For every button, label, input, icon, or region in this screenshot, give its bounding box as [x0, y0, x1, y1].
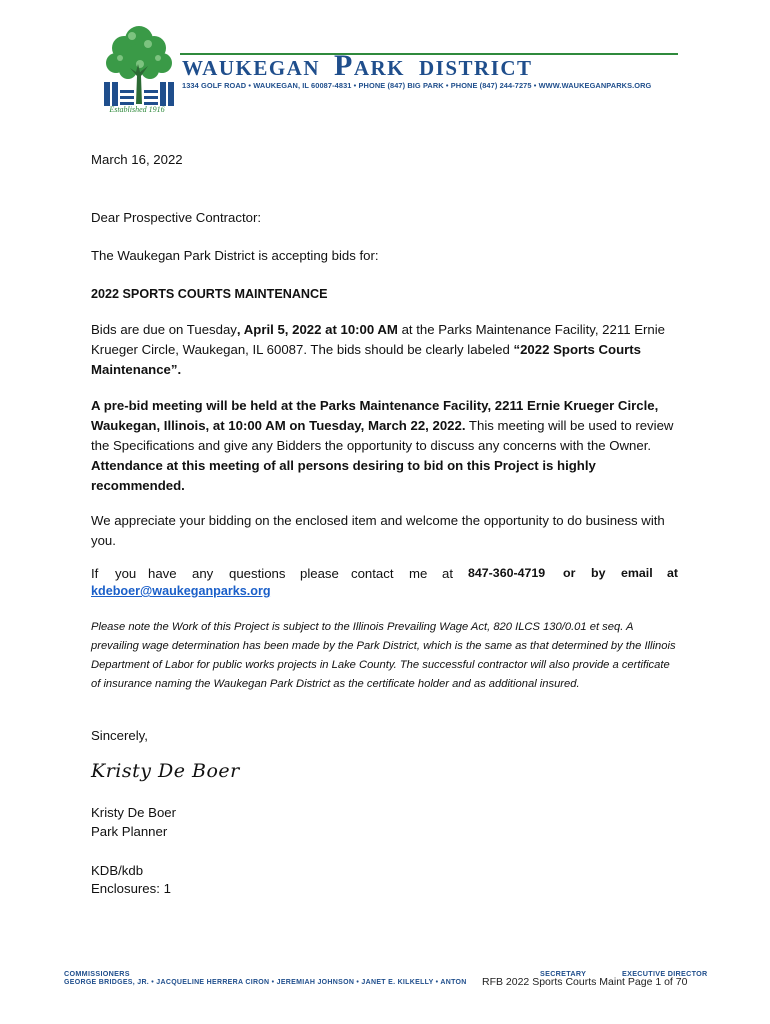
footer-secretary-label: SECRETARY [540, 969, 587, 978]
project-title: 2022 SPORTS COURTS MAINTENANCE [91, 287, 328, 301]
signer-name: Kristy De Boer [91, 805, 177, 820]
contact-word: or [563, 566, 576, 580]
bids-text-2: at the Parks Maintenance Facility, 2211 Ernie Krueger Circle, Waukegan, IL 60087. The bids should be clearly labeled [91, 322, 665, 357]
contact-word: email [621, 566, 653, 580]
prebid-attendance: Attendance at this meeting of all persons desiring to bid on this Project is highly recommended. [91, 458, 596, 493]
bids-text-1: Bids are due on Tuesday [91, 322, 237, 337]
bids-paragraph [91, 320, 681, 380]
email-link[interactable]: kdeboer@waukeganparks.org [91, 584, 271, 598]
prebid-purpose: This meeting will be used to review the Specifications and give any Bidders the opportunity to discuss any concerns with the Owner. [91, 418, 674, 453]
contact-word: please [300, 566, 339, 581]
footer-commissioners-label: COMMISSIONERS [64, 969, 130, 978]
letterhead-established: Established 1916 [109, 105, 165, 114]
letter-salutation: Dear Prospective Contractor: [91, 210, 262, 225]
contact-word: at [442, 566, 453, 581]
contact-phone: 847-360-4719 [468, 566, 546, 580]
contact-word: If [91, 566, 99, 581]
letterhead-name-3: DISTRICT [419, 56, 533, 80]
contact-word: by [591, 566, 606, 580]
prebid-meeting-info: A pre-bid meeting will be held at the Parks Maintenance Facility, 2211 Ernie Krueger Circle, Waukegan, Illinois, at 10:00 AM on Tuesday, March 22, 2022. [91, 398, 659, 433]
contact-word: at [667, 566, 679, 580]
footer-commissioners-names: GEORGE BRIDGES, JR. • JACQUELINE HERRERA CIRON • JEREMIAH JOHNSON • JANET E. KILKELLY • ANTON [64, 979, 467, 986]
letterhead-name-initial: P [334, 49, 354, 82]
letter-date: March 16, 2022 [91, 152, 183, 167]
page-number: RFB 2022 Sports Courts Maint Page 1 of 70 [482, 976, 688, 988]
letter-intro: The Waukegan Park District is accepting bids for: [91, 248, 379, 263]
appreciate-paragraph: We appreciate your bidding on the enclosed item and welcome the opportunity to do business with you. [91, 513, 665, 548]
letterhead-address: 1334 GOLF ROAD • WAUKEGAN, IL 60087-4831 • PHONE (847) BIG PARK • PHONE (847) 244-7275 • WWW.WAUKEGANPARKS.ORG [182, 81, 652, 90]
enclosures: Enclosures: 1 [91, 881, 171, 896]
initials: KDB/kdb [91, 863, 144, 878]
contact-word: you [115, 566, 137, 581]
contact-word: questions [229, 566, 286, 581]
prebid-paragraph [91, 396, 681, 496]
contact-word: me [409, 566, 428, 581]
letterhead-title [182, 49, 682, 83]
park-district-tree-logo [96, 18, 182, 118]
bids-due-date: , April 5, 2022 at 10:00 AM [236, 322, 398, 337]
signature: Kristy De Boer [91, 760, 240, 782]
letterhead-name-2: ARK [353, 56, 406, 80]
contact-line [91, 566, 681, 586]
footer-executive-label: EXECUTIVE DIRECTOR [622, 969, 708, 978]
prevailing-wage-note: Please note the Work of this Project is subject to the Illinois Prevailing Wage Act, 820 ILCS 130/0.01 et seq. A prevailing wage determination has been made by the Park District, which is the same as that determined by the Illinois Department of Labor for public works projects in Lake County. The successful contractor will also provide a certificate of insurance naming the Waukegan Park District as the certificate holder and as additional insured. [91, 621, 676, 690]
contact-word: contact [351, 566, 394, 581]
closing: Sincerely, [91, 728, 148, 743]
signer-title: Park Planner [91, 824, 168, 839]
contact-word: any [192, 566, 214, 581]
letterhead-name-1: WAUKEGAN [182, 56, 321, 80]
contact-word: have [148, 566, 177, 581]
bids-label: “2022 Sports Courts Maintenance”. [91, 342, 642, 377]
